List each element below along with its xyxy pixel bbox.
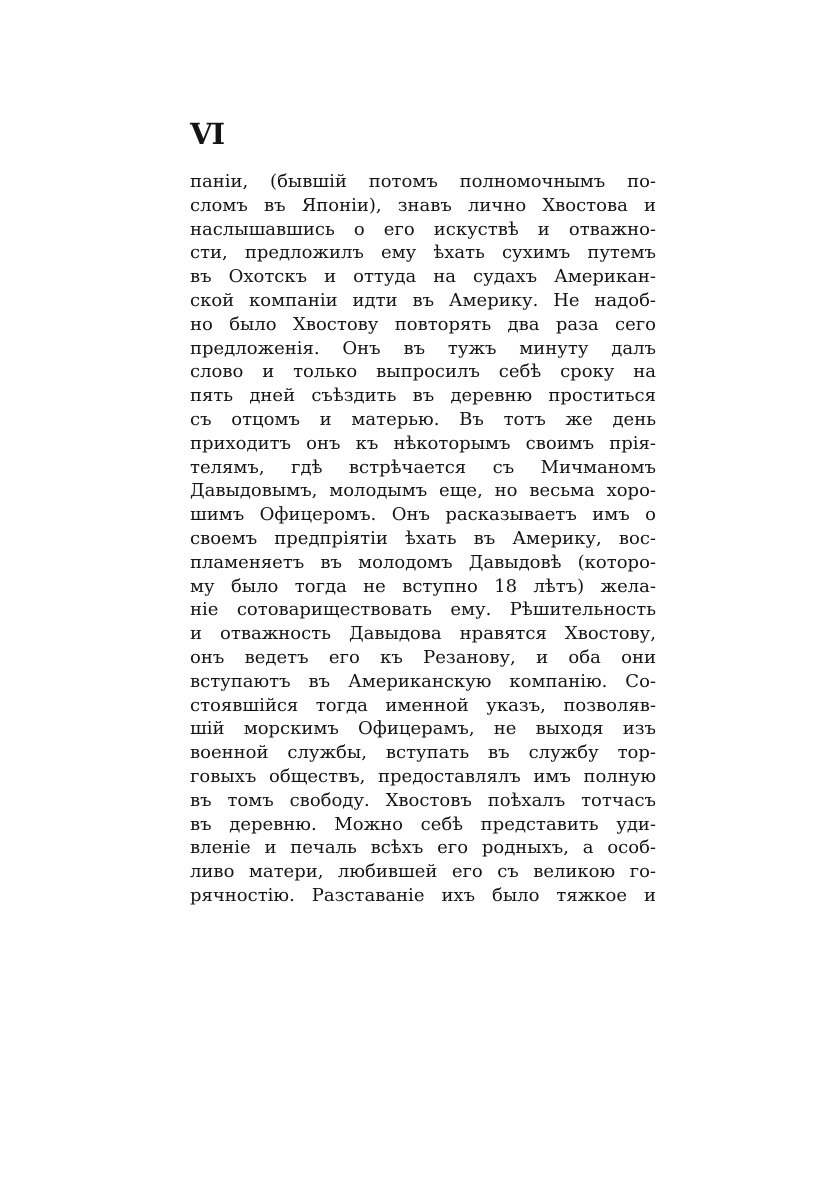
text-line: приходитъ онъ къ нѣкоторымъ своимъ прія- <box>190 432 656 454</box>
text-line: стоявшійся тогда именной указъ, позволяв- <box>190 694 656 716</box>
text-line: наслышавшись о его искуствѣ и отважно- <box>190 218 656 240</box>
text-line: Давыдовымъ, молодымъ еще, но весьма хоро- <box>190 480 656 502</box>
text-line: пять дней съѣздить въ деревню проститься <box>190 385 656 407</box>
text-line: шій морскимъ Офицерамъ, не выходя изъ <box>190 718 656 740</box>
text-line: ской компаніи идти въ Америку. Не надоб- <box>190 289 656 311</box>
text-line: въ Охотскъ и оттуда на судахъ Американ- <box>190 266 656 288</box>
text-line: пламеняетъ въ молодомъ Давыдовѣ (которо- <box>190 551 656 573</box>
text-line: но было Хвостову повторять два раза сего <box>190 313 656 335</box>
text-line: военной службы, вступать въ службу тор- <box>190 742 656 764</box>
text-line: вленіе и печаль всѣхъ его родныхъ, а особ- <box>190 837 656 859</box>
text-line: говыхъ обществъ, предоставлялъ имъ полную <box>190 765 656 787</box>
text-line: онъ ведетъ его къ Резанову, и оба они <box>190 646 656 668</box>
text-line: предложенія. Онъ въ тужъ минуту далъ <box>190 337 656 359</box>
text-line: своемъ предпріятіи ѣхать въ Америку, вос- <box>190 527 656 549</box>
text-line: рячностію. Разставаніе ихъ было тяжкое и <box>190 884 656 906</box>
text-line: сти, предложилъ ему ѣхать сухимъ путемъ <box>190 242 656 264</box>
text-line: слово и только выпросилъ себѣ сроку на <box>190 361 656 383</box>
text-line: ніе сотовариществовать ему. Рѣшительность <box>190 599 656 621</box>
page-number: VI <box>190 117 225 151</box>
text-line: сломъ въ Японіи), знавъ лично Хвостова и <box>190 194 656 216</box>
body-text <box>190 170 656 908</box>
text-line: вступаютъ въ Американскую компанію. Со- <box>190 670 656 692</box>
text-line: и отважность Давыдова нравятся Хвостову, <box>190 623 656 645</box>
text-line: въ деревню. Можно себѣ представить уди- <box>190 813 656 835</box>
text-line: телямъ, гдѣ встрѣчается съ Мичманомъ <box>190 456 656 478</box>
text-line: шимъ Офицеромъ. Онъ расказываетъ имъ о <box>190 504 656 526</box>
text-line: паніи, (бывшій потомъ полномочнымъ по- <box>190 171 656 192</box>
text-line: ливо матери, любившей его съ великою го- <box>190 861 656 883</box>
text-line: въ томъ свободу. Хвостовъ поѣхалъ тотчасъ <box>190 789 656 811</box>
text-line: му было тогда не вступно 18 лѣтъ) жела- <box>190 575 656 597</box>
text-line: съ отцомъ и матерью. Въ тотъ же день <box>190 408 656 430</box>
